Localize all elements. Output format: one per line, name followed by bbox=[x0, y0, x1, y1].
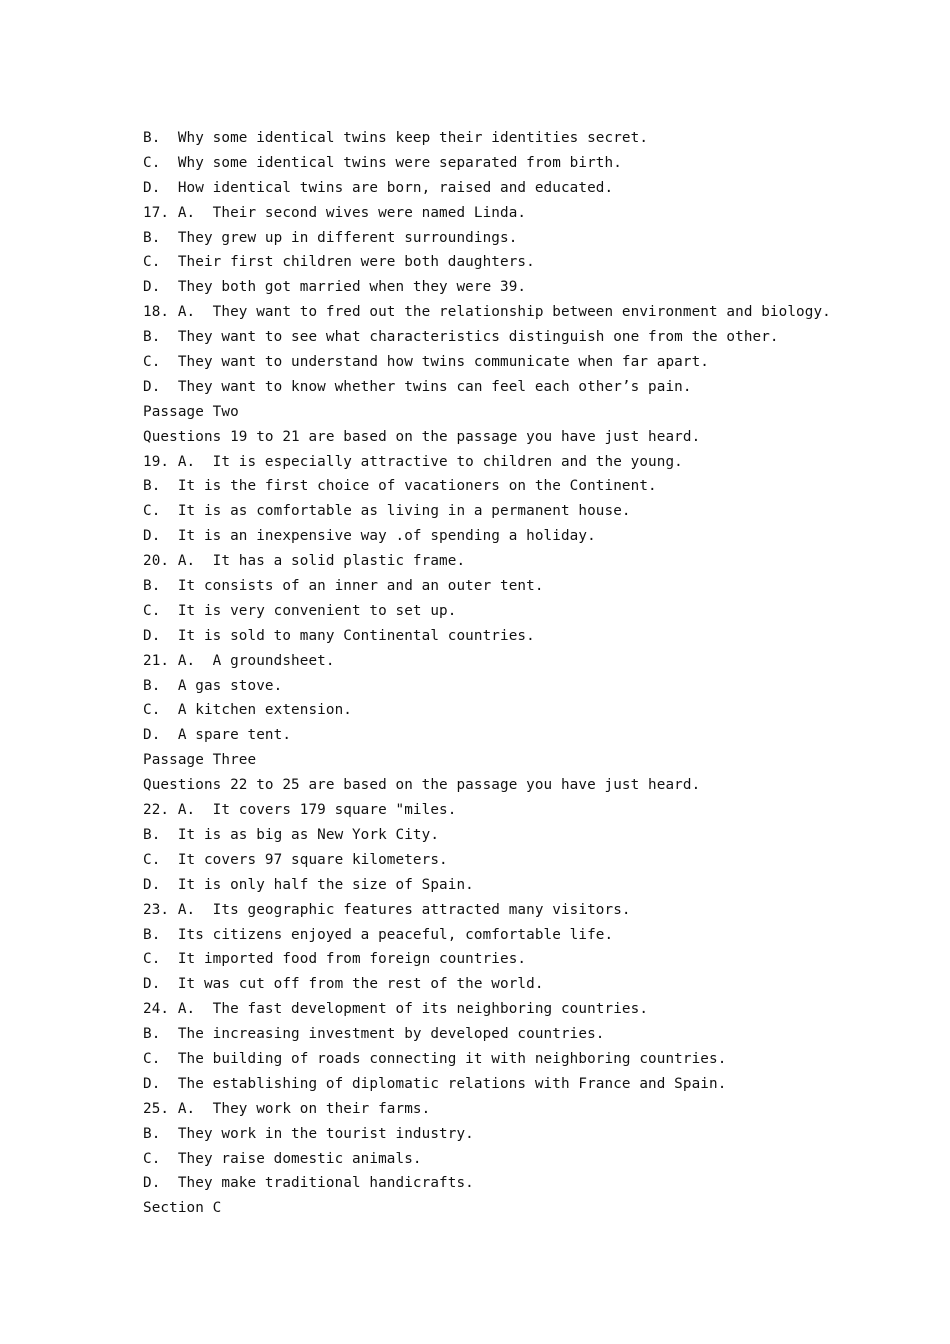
option-24-d: D. The establishing of diplomatic relations with France and Spain. bbox=[143, 1075, 727, 1092]
passage-three-instructions: Questions 22 to 25 are based on the passage you have just heard. bbox=[143, 777, 701, 794]
option-21-c: C. A kitchen extension. bbox=[143, 702, 352, 719]
option-24-c: C. The building of roads connecting it with neighboring countries. bbox=[143, 1050, 727, 1067]
option-19-b: B. It is the first choice of vacationers on the Continent. bbox=[143, 478, 657, 495]
question-17-option-a: 17. A. Their second wives were named Linda. bbox=[143, 204, 527, 221]
passage-three-heading: Passage Three bbox=[143, 752, 257, 769]
option-23-d: D. It was cut off from the rest of the world. bbox=[143, 976, 544, 993]
option-20-b: B. It consists of an inner and an outer tent. bbox=[143, 578, 544, 595]
option-24-b: B. The increasing investment by developed countries. bbox=[143, 1026, 605, 1043]
option-19-d: D. It is an inexpensive way .of spending a holiday. bbox=[143, 528, 596, 545]
option-25-d: D. They make traditional handicrafts. bbox=[143, 1175, 474, 1192]
option-23-c: C. It imported food from foreign countries. bbox=[143, 951, 527, 968]
option-18-b: B. They want to see what characteristics distinguish one from the other. bbox=[143, 329, 779, 346]
question-22-option-a: 22. A. It covers 179 square "miles. bbox=[143, 802, 457, 819]
option-19-c: C. It is as comfortable as living in a permanent house. bbox=[143, 503, 631, 520]
document-body bbox=[143, 126, 843, 1221]
question-23-option-a: 23. A. Its geographic features attracted many visitors. bbox=[143, 901, 631, 918]
option-18-d: D. They want to know whether twins can feel each other’s pain. bbox=[143, 378, 692, 395]
section-c-heading: Section C bbox=[143, 1200, 222, 1217]
option-22-d: D. It is only half the size of Spain. bbox=[143, 876, 474, 893]
option-23-b: B. Its citizens enjoyed a peaceful, comfortable life. bbox=[143, 926, 614, 943]
option-20-c: C. It is very convenient to set up. bbox=[143, 602, 457, 619]
question-20-option-a: 20. A. It has a solid plastic frame. bbox=[143, 553, 466, 570]
option-16-d: D. How identical twins are born, raised and educated. bbox=[143, 179, 614, 196]
option-17-d: D. They both got married when they were 39. bbox=[143, 279, 527, 296]
option-20-d: D. It is sold to many Continental countries. bbox=[143, 627, 535, 644]
question-18-option-a: 18. A. They want to fred out the relationship between environment and biology. bbox=[143, 304, 831, 321]
option-17-c: C. Their first children were both daughters. bbox=[143, 254, 535, 271]
passage-two-heading: Passage Two bbox=[143, 403, 239, 420]
option-16-c: C. Why some identical twins were separated from birth. bbox=[143, 154, 622, 171]
option-25-b: B. They work in the tourist industry. bbox=[143, 1125, 474, 1142]
option-16-b: B. Why some identical twins keep their identities secret. bbox=[143, 130, 649, 146]
option-25-c: C. They raise domestic animals. bbox=[143, 1150, 422, 1167]
option-18-c: C. They want to understand how twins communicate when far apart. bbox=[143, 354, 709, 371]
question-19-option-a: 19. A. It is especially attractive to children and the young. bbox=[143, 453, 683, 470]
question-25-option-a: 25. A. They work on their farms. bbox=[143, 1100, 431, 1117]
option-22-c: C. It covers 97 square kilometers. bbox=[143, 851, 448, 868]
option-17-b: B. They grew up in different surroundings. bbox=[143, 229, 518, 246]
question-21-option-a: 21. A. A groundsheet. bbox=[143, 652, 335, 669]
option-21-b: B. A gas stove. bbox=[143, 677, 283, 694]
option-22-b: B. It is as big as New York City. bbox=[143, 826, 440, 843]
option-21-d: D. A spare tent. bbox=[143, 727, 292, 744]
question-24-option-a: 24. A. The fast development of its neighboring countries. bbox=[143, 1001, 649, 1018]
passage-two-instructions: Questions 19 to 21 are based on the passage you have just heard. bbox=[143, 428, 701, 445]
